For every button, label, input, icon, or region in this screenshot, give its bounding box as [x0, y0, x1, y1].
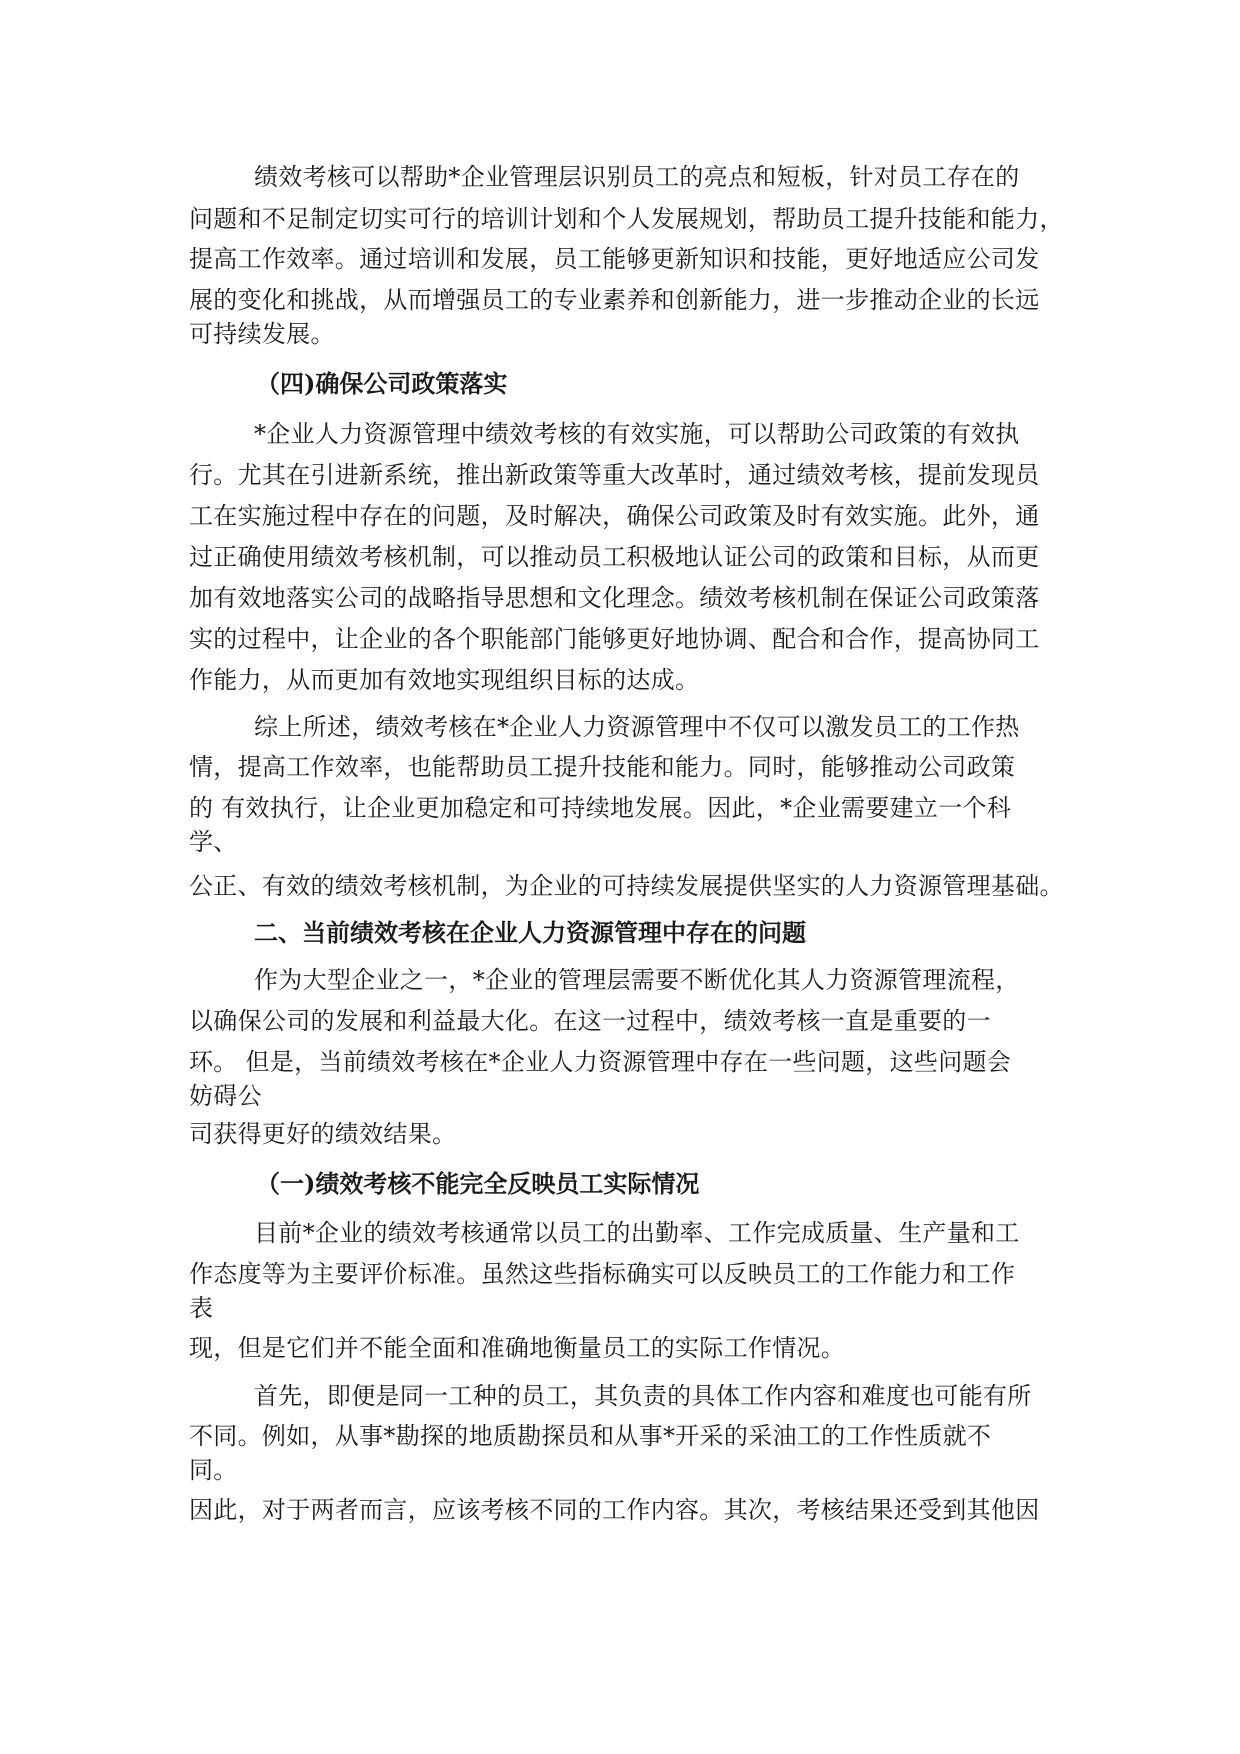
paragraph-line: 目前*企业的绩效考核通常以员工的出勤率、工作完成质量、生产量和工 — [254, 1219, 1020, 1247]
paragraph-line: 加有效地落实公司的战略指导思想和文化理念。绩效考核机制在保证公司政策落 — [189, 584, 1040, 612]
paragraph-line: 行。尤其在引进新系统，推出新政策等重大改革时，通过绩效考核，提前发现员 — [189, 461, 1040, 489]
section-heading: （一)绩效考核不能完全反映员工实际情况 — [256, 1169, 700, 1198]
paragraph-line: 首先，即便是同一工种的员工，其负责的具体工作内容和难度也可能有所 — [254, 1382, 1032, 1410]
paragraph-line: 情，提高工作效率，也能帮助员工提升技能和能力。同时，能够推动公司政策 — [189, 753, 1016, 781]
paragraph-line: 以确保公司的发展和利益最大化。在这一过程中，绩效考核一直是重要的一 — [189, 1007, 991, 1035]
paragraph-line: 工在实施过程中存在的问题，及时解决，确保公司政策及时有效实施。此外，通 — [189, 502, 1040, 530]
paragraph-line: 问题和不足制定切实可行的培训计划和个人发展规划，帮助员工提升技能和能力， — [189, 205, 1064, 233]
paragraph-line: 提高工作效率。通过培训和发展，员工能够更新知识和技能，更好地适应公司发 — [189, 245, 1040, 273]
paragraph-line: 公正、有效的绩效考核机制，为企业的可持续发展提供坚实的人力资源管理基础。 — [189, 872, 1064, 900]
paragraph-line: 绩效考核可以帮助*企业管理层识别员工的亮点和短板，针对员工存在的 — [254, 163, 1020, 191]
paragraph-line: 的 有效执行，让企业更加稳定和可持续地发展。因此，*企业需要建立一个科 — [189, 794, 1012, 822]
paragraph-line: 实的过程中，让企业的各个职能部门能够更好地协调、配合和合作，提高协同工 — [189, 625, 1040, 653]
paragraph-line: 学、 — [189, 828, 238, 856]
paragraph-line: 综上所述，绩效考核在*企业人力资源管理中不仅可以激发员工的工作热 — [254, 713, 1020, 741]
paragraph-line: 不同。例如，从事*勘探的地质勘探员和从事*开采的采油工的工作性质就不 — [189, 1422, 992, 1450]
paragraph-line: 表 — [189, 1294, 214, 1322]
paragraph-line: 作态度等为主要评价标准。虽然这些指标确实可以反映员工的工作能力和工作 — [189, 1260, 1016, 1288]
paragraph-line: 作能力，从而更加有效地实现组织目标的达成。 — [189, 666, 700, 694]
paragraph-line: 妨碍公 — [189, 1082, 262, 1110]
paragraph-line: 同。 — [189, 1456, 238, 1484]
paragraph-line: 因此，对于两者而言，应该考核不同的工作内容。其次，考核结果还受到其他因 — [189, 1496, 1040, 1524]
paragraph-line: 作为大型企业之一，*企业的管理层需要不断优化其人力资源管理流程， — [254, 966, 1020, 994]
paragraph-line: 可持续发展。 — [189, 320, 335, 348]
chapter-heading: 二、当前绩效考核在企业人力资源管理中存在的问题 — [254, 918, 806, 947]
paragraph-line: 展的变化和挑战，从而增强员工的专业素养和创新能力，进一步推动企业的长远 — [189, 286, 1040, 314]
paragraph-line: 司获得更好的绩效结果。 — [189, 1120, 457, 1148]
paragraph-line: 现，但是它们并不能全面和准确地衡量员工的实际工作情况。 — [189, 1334, 846, 1362]
section-heading: （四)确保公司政策落实 — [256, 369, 508, 398]
paragraph-line: 过正确使用绩效考核机制，可以推动员工积极地认证公司的政策和目标，从而更 — [189, 543, 1040, 571]
paragraph-line: 环。 但是，当前绩效考核在*企业人力资源管理中存在一些问题，这些问题会 — [189, 1048, 1012, 1076]
paragraph-line: *企业人力资源管理中绩效考核的有效实施，可以帮助公司政策的有效执 — [254, 420, 1020, 448]
